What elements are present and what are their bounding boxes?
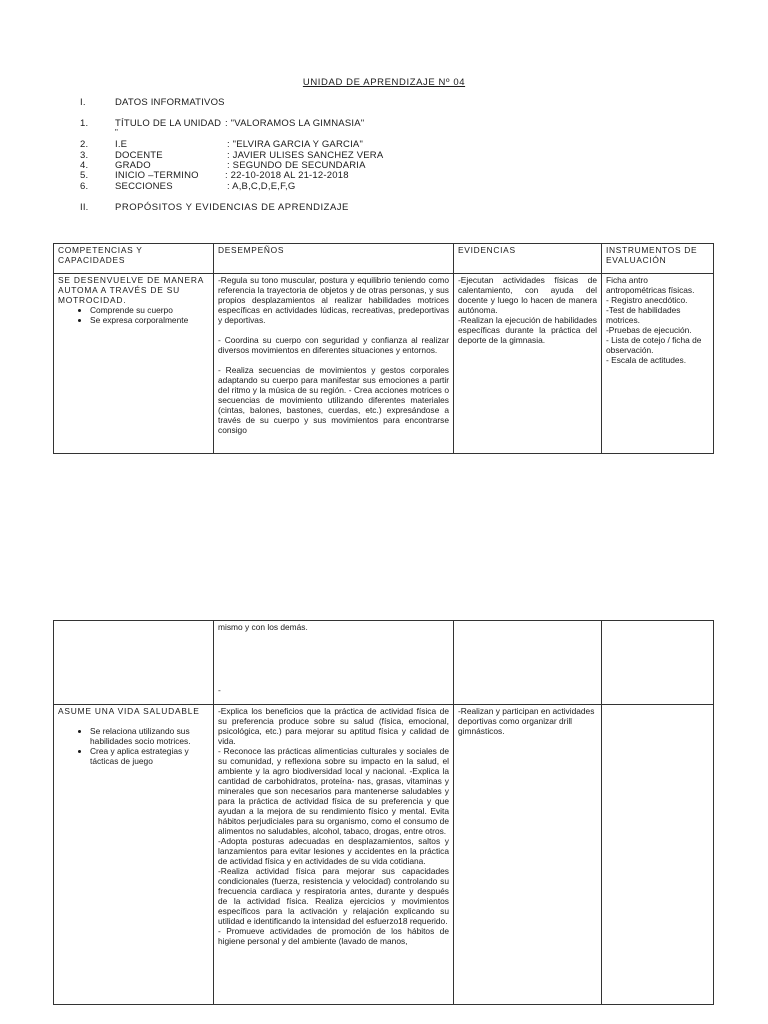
empty-cell — [602, 621, 714, 705]
info-extra-mark: " — [115, 128, 119, 137]
info-value-titulo: : "VALORAMOS LA GIMNASIA" — [225, 118, 365, 129]
evidencia-paragraph: -Realizan la ejecución de habilidades específicas durante la práctica del deporte de la gimnasia. — [458, 315, 597, 345]
info-num: 2. — [80, 139, 89, 150]
competencia-title: ASUME UNA VIDA SALUDABLE — [58, 706, 200, 716]
info-label-secciones: SECCIONES — [115, 181, 173, 192]
header-evidencias: EVIDENCIAS — [454, 244, 602, 274]
info-label-docente: DOCENTE — [115, 150, 163, 161]
desempeno-paragraph: - Coordina su cuerpo con seguridad y confianza al realizar diversos movimientos en diferentes situaciones y entornos. — [218, 335, 449, 355]
evidencia-paragraph: -Ejecutan actividades físicas de calentamiento, con ayuda del docente y luego lo hacen de manera autónoma. — [458, 275, 597, 315]
info-value-inicio: : 22-10-2018 AL 21-12-2018 — [225, 170, 349, 181]
empty-cell — [54, 621, 214, 705]
desempenos-cell — [214, 274, 454, 454]
info-value-ie: : "ELVIRA GARCIA Y GARCIA" — [227, 139, 364, 150]
header-instrumentos: INSTRUMENTOS DE EVALUACIÓN — [602, 244, 714, 274]
continuation-cell — [214, 621, 454, 705]
info-label-ie: I.E — [115, 139, 128, 150]
table-row — [54, 621, 714, 705]
continuation-dash: - — [218, 685, 221, 695]
info-label-titulo: TÍTULO DE LA UNIDAD — [115, 118, 222, 129]
section-2-heading: PROPÓSITOS Y EVIDENCIAS DE APRENDIZAJE — [115, 202, 349, 213]
continuation-text: mismo y con los demás. — [218, 622, 308, 632]
info-value-grado: : SEGUNDO DE SECUNDARIA — [227, 160, 366, 171]
page-title: UNIDAD DE APRENDIZAJE Nº 04 — [302, 77, 466, 88]
competencia-cell — [54, 274, 214, 454]
info-value-secciones: : A,B,C,D,E,F,G — [227, 181, 296, 192]
section-1-number: I. — [80, 97, 86, 108]
instrumentos-cell — [602, 274, 714, 454]
competencia-title: SE DESENVUELVE DE MANERA AUTOMA A TRAVÉS DE SU MOTROCIDAD. — [58, 275, 204, 305]
competencia-cell — [54, 705, 214, 1005]
instrumento-item: -Pruebas de ejecución. — [606, 325, 692, 335]
instrumentos-cell — [602, 705, 714, 1005]
header-desempenos: DESEMPEÑOS — [214, 244, 454, 274]
desempeno-paragraph: - Realiza secuencias de movimientos y gestos corporales adaptando su cuerpo para manifestar sus emociones a partir del ritmo y la música de su región. - Crea acciones motrices o secuencias de movimiento utilizando diferentes materiales (cintas, balones, bastones, cuerdas, etc.) expresándose a través de su cuerpo y sus movimientos para encontrarse consigo — [218, 365, 449, 435]
desempenos-cell: -Explica los beneficios que la práctica de actividad física de su preferencia produce sobre su salud (física, emocional, psicológica, etc.) para mejorar su aptitud física y calidad de vida. - Reconoce las prácticas alimenticias culturales y sociales de su comunidad, y reflexiona sobre su impacto en la salud, el ambiente y la agro biodiversidad local y nacional. -Explica la cantidad de carbohidratos, proteína- nas, grasas, vitaminas y minerales que son necesarios para mantenerse saludables y para la práctica de actividad física de su preferencia y que ayudan a la mejora de su rendimiento físico y mental. Evita hábitos perjudiciales para su organismo, como el consumo de alimentos no saludables, alcohol, tabaco, drogas, entre otros. -Adopta posturas adecuadas en desplazamientos, saltos y lanzamientos para evitar lesiones y accidentes en la práctica de actividad física y en actividades de su vida cotidiana. -Realiza actividad física para mejorar sus capacidades condicionales (fuerza, resistencia y velocidad) controlando su frecuencia cardiaca y respiratoria antes, durante y después de la actividad física. Realiza ejercicios y movimientos específicos para la activación y relajación explicando su utilidad e identificando la intensidad del esfuerzo18 requerido. - Promueve actividades de promoción de los hábitos de higiene personal y del ambiente (lavado de manos, — [214, 705, 454, 1005]
empty-cell — [454, 621, 602, 705]
purposes-table-2 — [53, 620, 714, 1005]
evidencias-cell: -Realizan y participan en actividades deportivas como organizar drill gimnásticos. — [454, 705, 602, 1005]
instrumento-item: - Lista de cotejo / ficha de observación. — [606, 335, 702, 355]
info-num: 3. — [80, 150, 89, 161]
header-competencias: COMPETENCIAS Y CAPACIDADES — [54, 244, 214, 274]
instrumento-item: - Escala de actitudes. — [606, 355, 687, 365]
capacidad-item: • Crea y aplica estrategias y tácticas de juego — [90, 746, 209, 766]
info-num: 4. — [80, 160, 89, 171]
info-label-inicio: INICIO –TERMINO — [115, 170, 199, 181]
capacidades-list — [58, 305, 209, 325]
capacidades-list — [58, 726, 209, 766]
info-num-titulo: 1. — [80, 118, 89, 129]
purposes-table-1 — [53, 243, 714, 454]
info-num: 5. — [80, 170, 89, 181]
table-row — [54, 705, 714, 1005]
info-label-grado: GRADO — [115, 160, 151, 171]
capacidad-item: • Se expresa corporalmente — [90, 315, 209, 325]
capacidad-item: • Comprende su cuerpo — [90, 305, 209, 315]
section-2-number: II. — [80, 202, 89, 213]
evidencias-cell — [454, 274, 602, 454]
instrumento-item: Ficha antro antropométricas físicas. — [606, 275, 695, 295]
info-value-docente: : JAVIER ULISES SANCHEZ VERA — [227, 150, 384, 161]
table-header-row — [54, 244, 714, 274]
info-num: 6. — [80, 181, 89, 192]
table-row — [54, 274, 714, 454]
section-1-heading: DATOS INFORMATIVOS — [115, 97, 225, 108]
desempeno-paragraph: -Regula su tono muscular, postura y equilibrio teniendo como referencia la trayectoria de objetos y de otras personas, y sus propios desplazamientos al realizar habilidades motrices específicas en actividades lúdicas, recreativas, predeportivas y deportivas. — [218, 275, 449, 325]
instrumento-item: - Registro anecdótico. — [606, 295, 688, 305]
instrumento-item: -Test de habilidades motrices. — [606, 305, 681, 325]
capacidad-item: • Se relaciona utilizando sus habilidades socio motrices. — [90, 726, 209, 746]
